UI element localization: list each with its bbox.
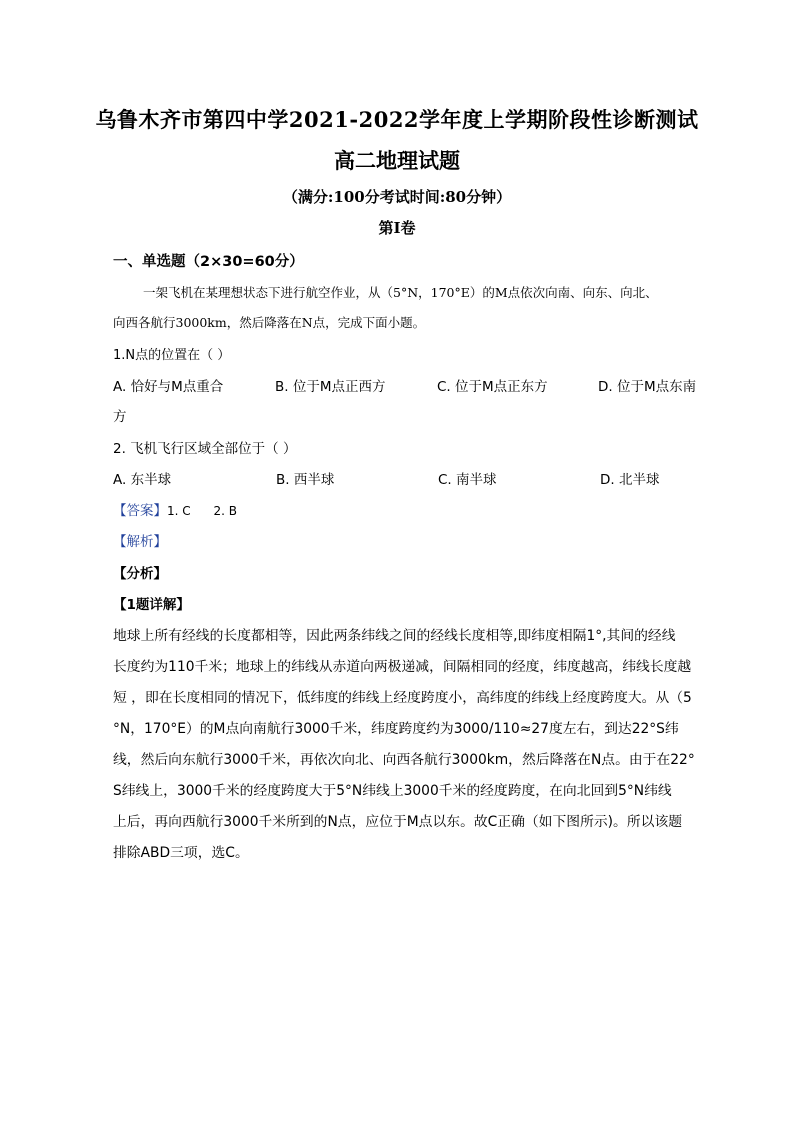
explanation-line: 地球上所有经线的长度都相等，因此两条纬线之间的经线长度相等,即纬度相隔1°,其间的经线 xyxy=(113,628,676,644)
explanation-line: °N，170°E）的M点向南航行3000千米，纬度跨度约为3000/110≈27度左右，到达22°S纬 xyxy=(113,721,679,737)
question-2-option-a: A. 东半球 xyxy=(113,472,172,488)
explanation-line: 短 ，即在长度相同的情况下，低纬度的纬线上经度跨度小，高纬度的纬线上经度跨度大。从（5 xyxy=(113,690,692,706)
question-1-option-d: D. 位于M点东南 xyxy=(598,379,697,395)
analysis-label: 【解析】 xyxy=(113,534,167,550)
answer-value: 1. C 2. B xyxy=(167,504,238,518)
question-1-option-b: B. 位于M点正西方 xyxy=(275,379,386,395)
explanation-line: 线，然后向东航行3000千米，再依次向北、向西各航行3000km，然后降落在N点。由于在22° xyxy=(113,752,695,768)
exam-info: （满分:100分考试时间:80分钟） xyxy=(282,188,512,206)
fenxi-label: 【分析】 xyxy=(113,566,167,582)
exam-subtitle: 高二地理试题 xyxy=(334,148,460,173)
question-1-stem: 1.N点的位置在（ ） xyxy=(113,348,231,363)
question-1-option-d-wrap: 方 xyxy=(113,409,127,425)
exam-title: 乌鲁木齐市第四中学2021-2022学年度上学期阶段性诊断测试 xyxy=(95,107,699,132)
explanation-line: 长度约为110千米；地球上的纬线从赤道向两极递减，间隔相同的经度，纬度越高，纬线长度越 xyxy=(113,659,692,675)
explanation-line: 排除ABD三项，选C。 xyxy=(113,845,249,861)
q1-detail-label: 【1题详解】 xyxy=(113,597,190,613)
material-text-line-2: 向西各航行3000km，然后降落在N点，完成下面小题。 xyxy=(113,315,426,330)
question-2-option-c: C. 南半球 xyxy=(438,472,497,488)
answer-row xyxy=(113,499,237,519)
material-text-line-1: 一架飞机在某理想状态下进行航空作业，从（5°N，170°E）的M点依次向南、向东、向北、 xyxy=(143,285,658,300)
question-2-option-d: D. 北半球 xyxy=(600,472,660,488)
question-2-option-b: B. 西半球 xyxy=(276,472,335,488)
answer-label: 【答案】 xyxy=(113,503,167,519)
question-1-option-c: C. 位于M点正东方 xyxy=(437,379,548,395)
explanation-line: 上后，再向西航行3000千米所到的N点，应位于M点以东。故C正确（如下图所示)。所以该题 xyxy=(113,814,683,830)
section-heading: 一、单选题（2×30=60分） xyxy=(113,254,304,270)
volume-label: 第Ⅰ卷 xyxy=(378,219,416,237)
question-2-stem: 2. 飞机飞行区域全部位于（ ） xyxy=(113,441,297,457)
explanation-line: S纬线上，3000千米的经度跨度大于5°N纬线上3000千米的经度跨度，在向北回到5°N纬线 xyxy=(113,783,672,799)
question-1-option-a: A. 恰好与M点重合 xyxy=(113,379,224,395)
